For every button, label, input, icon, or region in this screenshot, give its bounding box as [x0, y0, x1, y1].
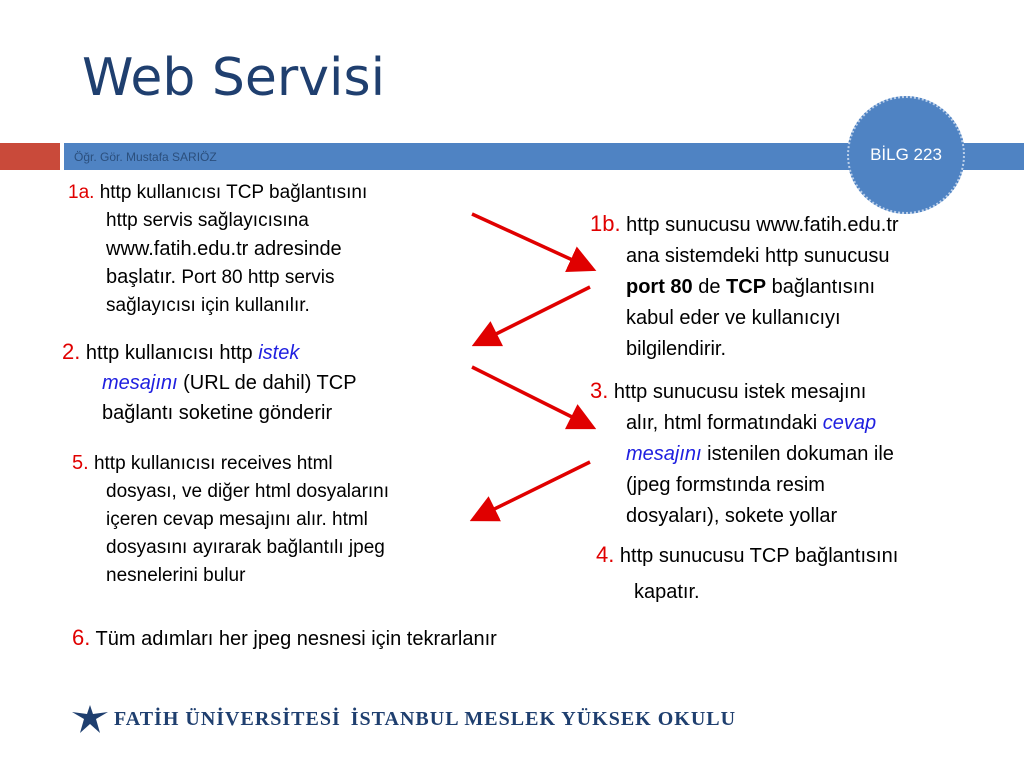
arrow-2-to-3 [472, 367, 590, 426]
step-text: (URL de dahil) TCP [177, 372, 357, 394]
step-number: 1b. [590, 211, 621, 236]
university-name: FATİH ÜNİVERSİTESİ [114, 707, 341, 730]
step-text: mesajını [102, 372, 178, 394]
step-text: istenilen dokuman ile [701, 443, 894, 465]
step-text: port 80 [626, 276, 693, 298]
step-text: Tüm adımları her jpeg nesnesi için tekrarlanır [90, 628, 497, 650]
step-text: sağlayıcısı için kullanılır. [106, 295, 310, 316]
arrow-1b-to-2 [478, 287, 590, 343]
step-number: 4. [596, 542, 615, 567]
course-code: BİLG 223 [870, 145, 942, 164]
step-number: 5. [72, 452, 89, 474]
step-text: http kullanıcısı http [80, 342, 259, 364]
step-text: www.fatih.edu.tr adresinde [106, 238, 342, 260]
step-text: de [692, 276, 727, 298]
step-text: http sunucusu TCP bağlantısını [614, 545, 899, 567]
step-text: bilgilendirir. [626, 338, 727, 360]
school-name: İSTANBUL MESLEK YÜKSEK OKULU [350, 707, 737, 730]
university-logo-icon [70, 702, 110, 736]
step-text: Port 80 http servis [176, 267, 335, 288]
step-text: içeren cevap mesajını alır. html [106, 509, 368, 530]
step-text: dosyaları), sokete yollar [626, 505, 838, 527]
step-text: cevap [822, 412, 877, 434]
step-text: ana sistemdeki http sunucusu [626, 245, 890, 267]
step-text: (jpeg formstında resim [626, 474, 825, 496]
step-text: başlatır. [106, 266, 177, 288]
step-text: http servis sağlayıcısına [106, 210, 309, 231]
step-text: dosyasını ayırarak bağlantılı jpeg [106, 537, 385, 558]
step-text: kabul eder ve kullanıcıyı [626, 307, 841, 329]
step-text: nesnelerini bulur [106, 565, 246, 586]
step-number: 6. [72, 625, 91, 650]
step-text: alır, html formatındaki [626, 412, 823, 434]
step-text: www.fatih.edu.tr [756, 214, 899, 236]
arrow-1a-to-1b [472, 214, 590, 268]
step-text: http kullanıcısı receives html [88, 453, 333, 474]
arrow-3-to-5 [476, 462, 590, 518]
footer [70, 702, 736, 736]
author-label: Öğr. Gör. Mustafa SARIÖZ [74, 150, 217, 164]
step-text: http kullanıcısı TCP bağlantısını [99, 182, 368, 203]
step-text: mesajını [626, 443, 702, 465]
step-number: 1a. [68, 182, 95, 203]
step-text: dosyası, ve diğer html dosyalarını [106, 481, 390, 502]
slide-title: Web Servisi [82, 48, 386, 108]
step-text: kapatır. [634, 581, 700, 603]
step-text: bağlantı soketine gönderir [102, 402, 333, 424]
step-number: 3. [590, 378, 609, 403]
step-text: http sunucusu [620, 214, 757, 236]
step-text: istek [258, 342, 300, 364]
step-number: 2. [62, 339, 81, 364]
step-text: TCP [726, 276, 767, 298]
step-text: http sunucusu istek mesajını [608, 381, 867, 403]
step-text: bağlantısını [766, 276, 876, 298]
